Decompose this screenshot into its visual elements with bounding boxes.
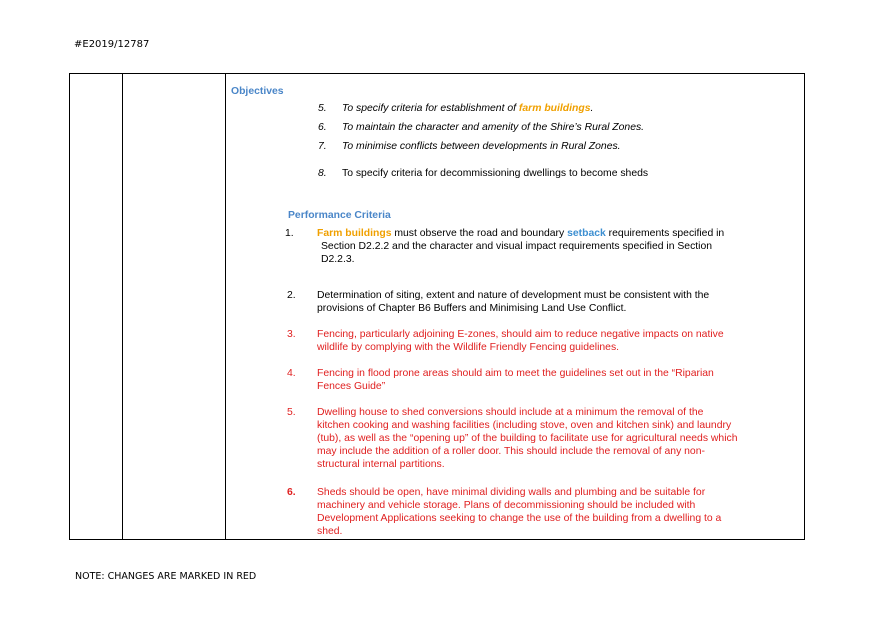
- objective-item-5: To specify criteria for establishment of farm buildings.: [342, 103, 594, 114]
- footer-note: NOTE: CHANGES ARE MARKED IN RED: [75, 571, 257, 582]
- criteria-number: 3.: [287, 329, 296, 340]
- performance-criteria-heading: Performance Criteria: [288, 210, 391, 221]
- criteria-item-5-line: kitchen cooking and washing facilities (including stove, oven and kitchen sink) and laundry: [317, 420, 732, 431]
- objective-item-7: To minimise conflicts between developments in Rural Zones.: [342, 141, 621, 152]
- criteria-item-4-line: Fencing in flood prone areas should aim to meet the guidelines set out in the “Riparian: [317, 368, 714, 379]
- criteria-item-6-line: machinery and vehicle storage. Plans of decommissioning should be included with: [317, 500, 696, 511]
- farm-buildings-term: Farm buildings: [317, 228, 392, 239]
- objective-item-6: To maintain the character and amenity of the Shire’s Rural Zones.: [342, 122, 645, 133]
- criteria-item-1-line-3: D2.2.3.: [321, 254, 355, 265]
- criteria-item-3-line: wildlife by complying with the Wildlife Friendly Fencing guidelines.: [317, 342, 620, 353]
- document-reference: #E2019/12787: [74, 39, 150, 50]
- criteria-item-1-line-2: Section D2.2.2 and the character and visual impact requirements specified in Section: [321, 241, 713, 252]
- objective-item-8: To specify criteria for decommissioning dwellings to become sheds: [342, 168, 649, 179]
- criteria-item-2-line: Determination of siting, extent and nature of development must be consistent with the: [317, 290, 710, 301]
- criteria-number: 4.: [287, 368, 296, 379]
- criteria-item-6-line: Development Applications seeking to change the use of the building from a dwelling to a: [317, 513, 722, 524]
- criteria-number: 6.: [287, 487, 296, 498]
- criteria-item-5-line: structural internal partitions.: [317, 459, 445, 470]
- objective-number: 5.: [318, 103, 327, 114]
- criteria-item-5-line: may include the addition of a roller door. This should include the removal of any non-: [317, 446, 705, 457]
- criteria-item-6-line: shed.: [317, 526, 343, 537]
- criteria-item-6-line: Sheds should be open, have minimal dividing walls and plumbing and be suitable for: [317, 487, 706, 498]
- column-divider-1: [122, 74, 123, 539]
- column-divider-2: [225, 74, 226, 539]
- criteria-item-5-line: Dwelling house to shed conversions should include at a minimum the removal of the: [317, 407, 704, 418]
- criteria-number: 5.: [287, 407, 296, 418]
- objective-number: 7.: [318, 141, 327, 152]
- criteria-item-1-line-1: Farm buildings must observe the road and boundary setback requirements specified in: [317, 228, 725, 239]
- objective-number: 8.: [318, 168, 327, 179]
- criteria-item-3-line: Fencing, particularly adjoining E-zones, should aim to reduce negative impacts on native: [317, 329, 724, 340]
- criteria-number: 1.: [285, 228, 294, 239]
- criteria-item-4-line: Fences Guide”: [317, 381, 386, 392]
- objective-number: 6.: [318, 122, 327, 133]
- setback-term: setback: [567, 228, 606, 239]
- criteria-item-2-line: provisions of Chapter B6 Buffers and Minimising Land Use Conflict.: [317, 303, 627, 314]
- criteria-item-5-line: (tub), as well as the “opening up” of the building to facilitate use for agricultural needs which: [317, 433, 738, 444]
- farm-buildings-term: farm buildings: [518, 103, 591, 114]
- criteria-number: 2.: [287, 290, 296, 301]
- objectives-heading: Objectives: [231, 86, 284, 97]
